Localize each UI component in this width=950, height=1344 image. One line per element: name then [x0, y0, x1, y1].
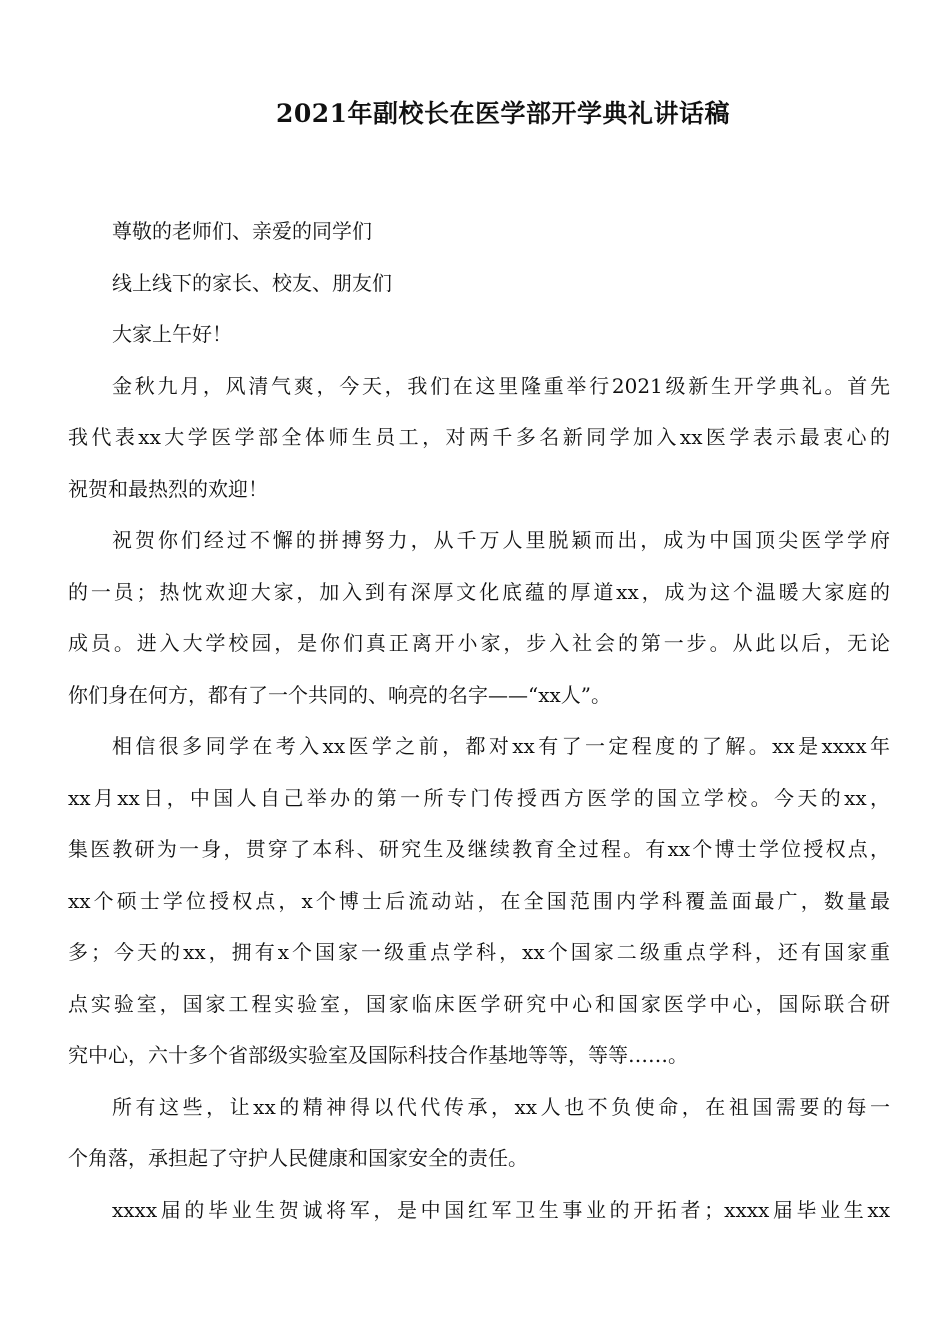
text-line: 成员。进入大学校园，是你们真正离开小家，步入社会的第一步。从此以后，无论	[68, 631, 890, 655]
text-line: 多；今天的xx，拥有x个国家一级重点学科，xx个国家二级重点学科，还有国家重	[68, 940, 890, 964]
text-line: xxxx届的毕业生贺诚将军，是中国红军卫生事业的开拓者；xxxx届毕业生xx	[112, 1197, 890, 1222]
text-line: xx月xx日，中国人自己举办的第一所专门传授西方医学的国立学校。今天的xx，	[68, 785, 890, 810]
text-line: 金秋九月，风清气爽，今天，我们在这里隆重举行2021级新生开学典礼。首先	[112, 373, 890, 398]
document-body	[68, 206, 890, 1236]
text-line: xx个硕士学位授权点，x个博士后流动站，在全国范围内学科覆盖面最广，数量最	[68, 888, 890, 913]
text-line: 祝贺你们经过不懈的拼搏努力，从千万人里脱颖而出，成为中国顶尖医学学府	[112, 528, 890, 552]
text-line: 我代表xx大学医学部全体师生员工，对两千多名新同学加入xx医学表示最衷心的	[68, 425, 890, 449]
text-line: 相信很多同学在考入xx医学之前，都对xx有了一定程度的了解。xx是xxxx年	[112, 734, 890, 758]
text-line: 线上线下的家长、校友、朋友们	[112, 270, 392, 295]
text-line: 点实验室，国家工程实验室，国家临床医学研究中心和国家医学中心，国际联合研	[68, 991, 890, 1016]
text-line: 集医教研为一身，贯穿了本科、研究生及继续教育全过程。有xx个博士学位授权点，	[68, 837, 890, 861]
text-line: 尊敬的老师们、亲爱的同学们	[112, 219, 372, 243]
document-title: 2021年副校长在医学部开学典礼讲话稿	[275, 99, 731, 128]
text-line: 个角落，承担起了守护人民健康和国家安全的责任。	[68, 1146, 528, 1170]
text-line: 祝贺和最热烈的欢迎！	[68, 476, 268, 501]
text-line: 的一员；热忱欢迎大家，加入到有深厚文化底蕴的厚道xx，成为这个温暖大家庭的	[68, 579, 890, 604]
text-line: 你们身在何方，都有了一个共同的、响亮的名字——“xx人”。	[68, 682, 612, 707]
text-line: 所有这些，让xx的精神得以代代传承，xx人也不负使命，在祖国需要的每一	[112, 1094, 890, 1119]
text-line: 大家上午好！	[112, 322, 232, 346]
text-line: 究中心，六十多个省部级实验室及国际科技合作基地等等，等等……。	[68, 1043, 688, 1067]
